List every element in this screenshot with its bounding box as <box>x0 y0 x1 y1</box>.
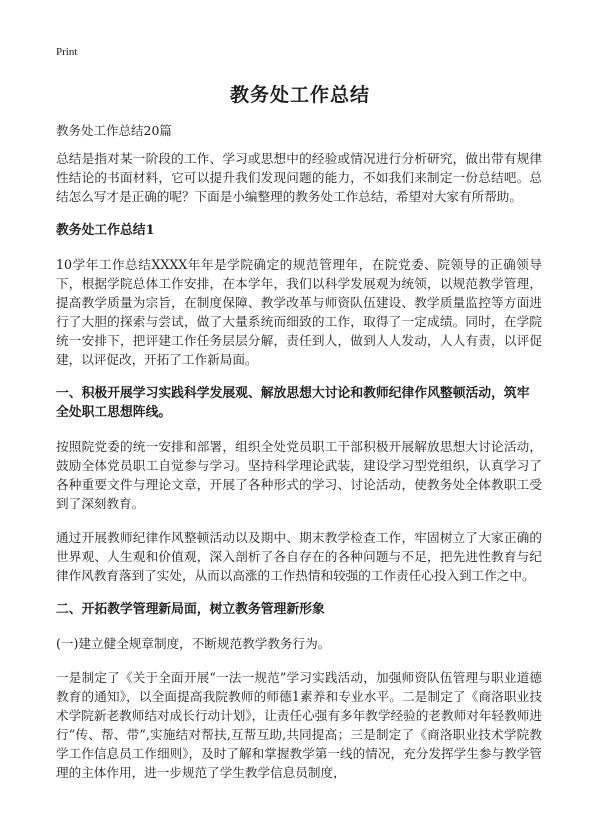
body-paragraph: 10学年工作总结XXXX年年是学院确定的规范管理年，在院党委、院领导的正确领导下，根据学院总体工作安排，在本学年，我们以科学发展观为统领，以规范教学管理，提高教学质量为宗旨，在制度保障、教学改革与师资队伍建设、教学质量监控等方面进行了大胆的探索与尝试，做了大量系统而细致的工作，取得了一定成绩。同时，在学院统一安排下，把评建工作任务层层分解，责任到人，做到人人发动，人人有责，以评促建，以评促改，开拓了工作新局面。 <box>56 257 542 367</box>
section-heading: 一、积极开展学习实践科学发展观、解放思想大讨论和教师纪律作风整顿活动，筑牢全处职工思想阵线。 <box>56 386 530 420</box>
print-link[interactable]: Print <box>56 46 78 58</box>
page-title: 教务处工作总结 <box>229 84 370 106</box>
document-subtitle: 教务处工作总结20篇 <box>56 123 172 138</box>
body-paragraph: 一是制定了《关于全面开展“一法一规范”学习实践活动，加强师资队伍管理与职业道德教育的通知》，以全面提高我院教师的师德1素养和专业水平。二是制定了《商洛职业技术学院新老教师结对成长行动计划》，让责任心强有多年教学经验的老教师对年轻教师进行“传、帮、带”,实施结对帮扶,互帮互助,共同提高；三是制定了《商洛职业技术学院教学工作信息员工作细则》，及时了解和掌握教学第一线的情况，充分发挥学生参与教学管理的主体作用，进一步规范了学生教学信息员制度， <box>56 670 542 780</box>
intro-paragraph: 总结是指对某一阶段的工作、学习或思想中的经验或情况进行分析研究，做出带有规律性结论的书面材料，它可以提升我们发现问题的能力，不如我们来制定一份总结吧。总结怎么写才是正确的呢？下面是小编整理的教务处工作总结，希望对大家有所帮助。 <box>56 151 542 204</box>
section-heading: 教务处工作总结1 <box>56 223 155 238</box>
body-paragraph: 通过开展教师纪律作风整顿活动以及期中、期末教学检查工作，牢固树立了大家正确的世界观、人生观和价值观，深入剖析了各自存在的各种问题与不足，把先进性教育与纪律作风教育落到了实处，从而以高涨的工作热情和较强的工作责任心投入到工作之中。 <box>56 530 542 583</box>
section-heading: 二、开拓教学管理新局面，树立教务管理新形象 <box>56 602 325 617</box>
sub-heading: (一)建立健全规章制度，不断规范教学教务行为。 <box>56 636 331 651</box>
document-body <box>56 149 542 797</box>
body-paragraph: 按照院党委的统一安排和部署，组织全处党员职工干部积极开展解放思想大讨论活动，鼓励全体党员职工自觉参与学习。坚持科学理论武装，建设学习型党组织，认真学习了各种重要文件与理论文章，开展了各种形式的学习、讨论活动，使教务处全体教职工受到了深刻教育。 <box>56 439 542 511</box>
